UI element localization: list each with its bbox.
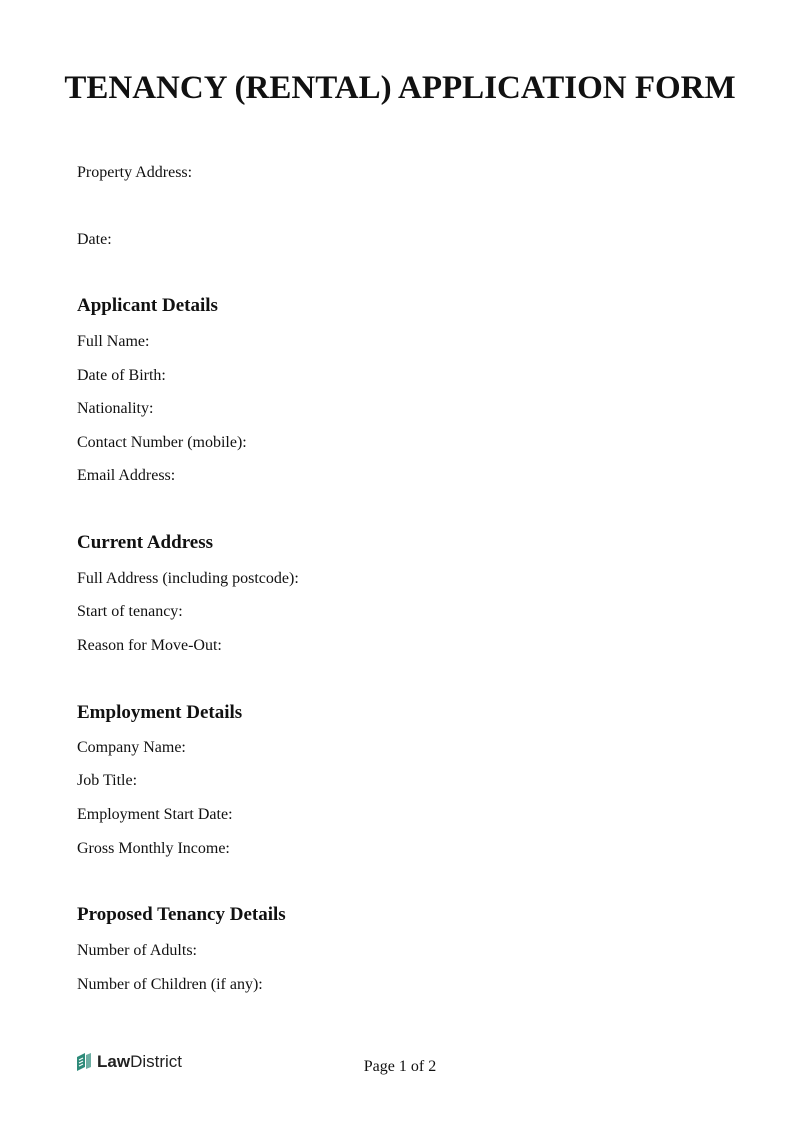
field-company-name: Company Name: — [77, 739, 186, 756]
section-heading-employment: Employment Details — [77, 702, 243, 723]
field-full-address: Full Address (including postcode): — [77, 570, 299, 587]
field-nationality: Nationality: — [77, 400, 154, 417]
field-gross-monthly-income: Gross Monthly Income: — [77, 840, 230, 857]
field-number-of-adults: Number of Adults: — [77, 942, 197, 959]
document-title: TENANCY (RENTAL) APPLICATION FORM — [64, 70, 736, 106]
date-label: Date: — [77, 231, 112, 248]
field-reason-move-out: Reason for Move-Out: — [77, 637, 222, 654]
field-job-title: Job Title: — [77, 772, 138, 789]
field-employment-start-date: Employment Start Date: — [77, 806, 233, 823]
field-contact-number: Contact Number (mobile): — [77, 434, 247, 451]
field-email-address: Email Address: — [77, 467, 176, 484]
lawdistrict-logo-text: LawDistrict — [97, 1052, 183, 1071]
field-number-of-children: Number of Children (if any): — [77, 976, 263, 993]
property-address-label: Property Address: — [77, 164, 193, 181]
page-number: Page 1 of 2 — [363, 1058, 437, 1075]
field-date-of-birth: Date of Birth: — [77, 367, 166, 384]
section-heading-proposed-tenancy: Proposed Tenancy Details — [77, 904, 286, 925]
section-heading-applicant: Applicant Details — [77, 295, 218, 316]
field-full-name: Full Name: — [77, 333, 150, 350]
field-start-of-tenancy: Start of tenancy: — [77, 603, 183, 620]
section-heading-current-address: Current Address — [77, 532, 214, 553]
